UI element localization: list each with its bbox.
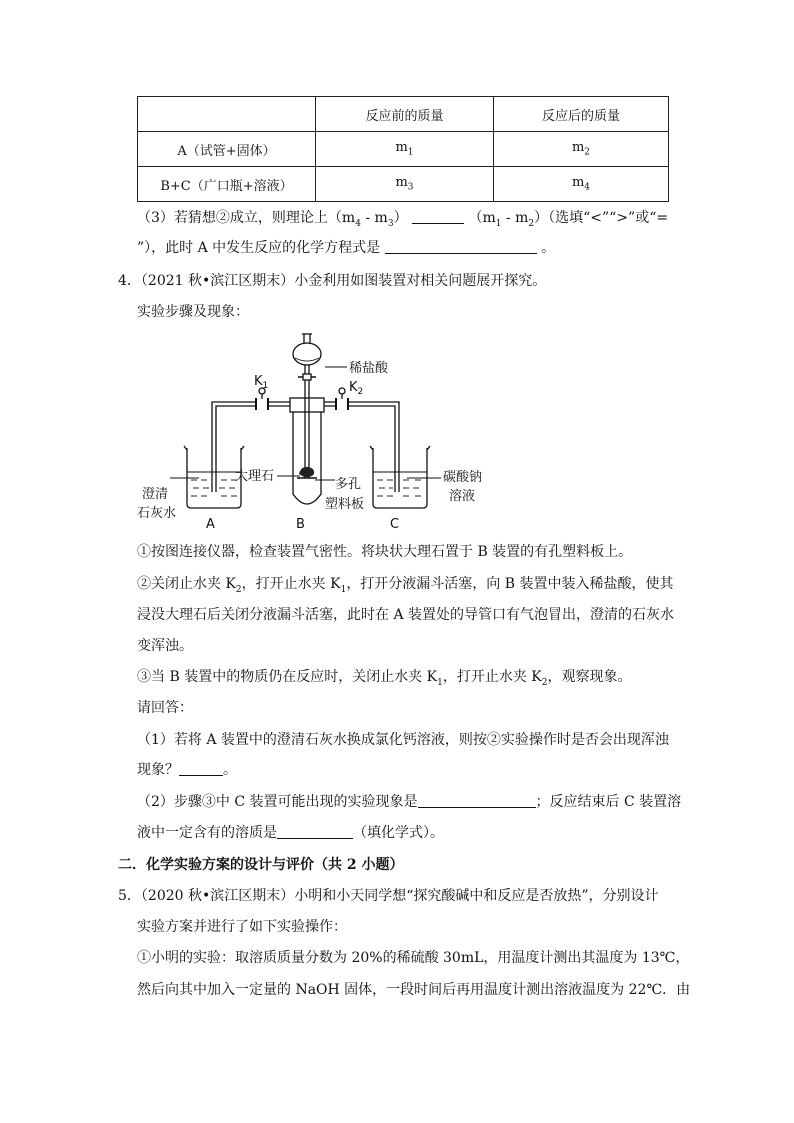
label-marble: 大理石 [235, 469, 275, 484]
step-2-line-1: ②关闭止水夹 $K_2$，打开止水夹 $K_1$，打开分液漏斗活塞，向 B 装置中装入稀盐酸，使其 [137, 576, 674, 595]
label-acid: 稀盐酸 [349, 361, 389, 376]
marble-lump [299, 467, 314, 477]
step-2-line-3: 变浑浊。 [137, 638, 193, 654]
step-2-line-2: 浸没大理石后关闭分液漏斗活塞，此时在 A 装置处的导管口有气泡冒出，澄清的石灰水 [137, 607, 675, 623]
label-lime-2: 石灰水 [137, 506, 177, 521]
q3-line-2: ”），此时 A 中发生反应的化学方程式是 。 [137, 240, 556, 256]
section-heading: 二．化学实验方案的设计与评价（共 2 小题） [118, 857, 404, 873]
table-cell: $m_4$ [494, 167, 669, 202]
step-1: ①按图连接仪器，检查装置气密性。将块状大理石置于 B 装置的有孔塑料板上。 [137, 544, 633, 560]
liquid-a [191, 480, 237, 496]
apparatus-diagram [137, 328, 497, 536]
answer-blank[interactable] [385, 239, 537, 254]
answer-blank[interactable] [277, 824, 353, 839]
mass-table [137, 96, 669, 202]
label-plate-2: 塑料板 [325, 497, 365, 512]
table-header-cell: 反应前的质量 [316, 97, 494, 132]
table-row [138, 167, 669, 202]
answer-2-line-2: 液中一定含有的溶质是 （填化学式）。 [137, 825, 444, 841]
answer-blank[interactable] [179, 761, 223, 776]
label-na2co3-1: 碳酸钠 [443, 470, 483, 485]
q3-line-1: （3）若猜想②成立，则理论上$(m_4 - m_3)$ $(m_1 - m_2)$（选填“<”“>”或“= [137, 210, 669, 229]
table-row-label: B+C（广口瓶+溶液） [138, 167, 316, 202]
table-row [138, 132, 669, 167]
label-a: A [206, 517, 215, 532]
test-tube-b [293, 412, 321, 504]
q5-line-2: 实验方案并进行了如下实验操作： [137, 919, 347, 935]
answer-1-line-2: 现象？ 。 [137, 762, 237, 778]
q4-steps-heading: 实验步骤及现象： [137, 304, 249, 320]
label-na2co3-2: 溶液 [449, 489, 476, 504]
label-k1: $K_1$ [254, 374, 269, 391]
ask-heading: 请回答： [137, 700, 193, 716]
table-row-label: A（试管+固体） [138, 132, 316, 167]
q5-line-4: 然后向其中加入一定量的 NaOH 固体，一段时间后再用温度计测出溶液温度为 22℃．由 [137, 982, 691, 998]
answer-blank[interactable] [418, 793, 536, 808]
label-c: C [390, 517, 400, 532]
step-3: ③当 B 装置中的物质仍在反应时，关闭止水夹 $K_1$，打开止水夹 $K_2$，观察现象。 [137, 669, 632, 688]
table-header-cell [138, 97, 316, 132]
answer-1-line-1: （1）若将 A 装置中的澄清石灰水换成氯化钙溶液，则按②实验操作时是否会出现浑浊 [137, 732, 669, 748]
label-plate-1: 多孔 [335, 477, 362, 492]
table-header-cell: 反应后的质量 [494, 97, 669, 132]
q5-line-3: ①小明的实验：取溶质质量分数为 20%的稀硫酸 30mL，用温度计测出其温度为 13℃， [137, 950, 690, 966]
table-cell: $m_3$ [316, 167, 494, 202]
label-b: B [296, 517, 305, 532]
label-lime-1: 澄清 [142, 487, 169, 502]
table-cell: $m_2$ [494, 132, 669, 167]
table-header-row [138, 97, 669, 132]
answer-2-line-1: （2）步骤③中 C 装置可能出现的实验现象是 ；反应结束后 C 装置溶 [137, 794, 682, 810]
table-cell: $m_1$ [316, 132, 494, 167]
q5-line-1: 5．（2020 秋•滨江区期末）小明和小天同学想“探究酸碱中和反应是否放热”，分别设计 [118, 888, 659, 904]
answer-blank[interactable] [412, 209, 464, 224]
separatory-funnel [293, 343, 321, 365]
q4-title: 4．（2021 秋•滨江区期末）小金利用如图装置对相关问题展开探究。 [118, 273, 547, 289]
label-k2: $K_2$ [349, 380, 364, 397]
